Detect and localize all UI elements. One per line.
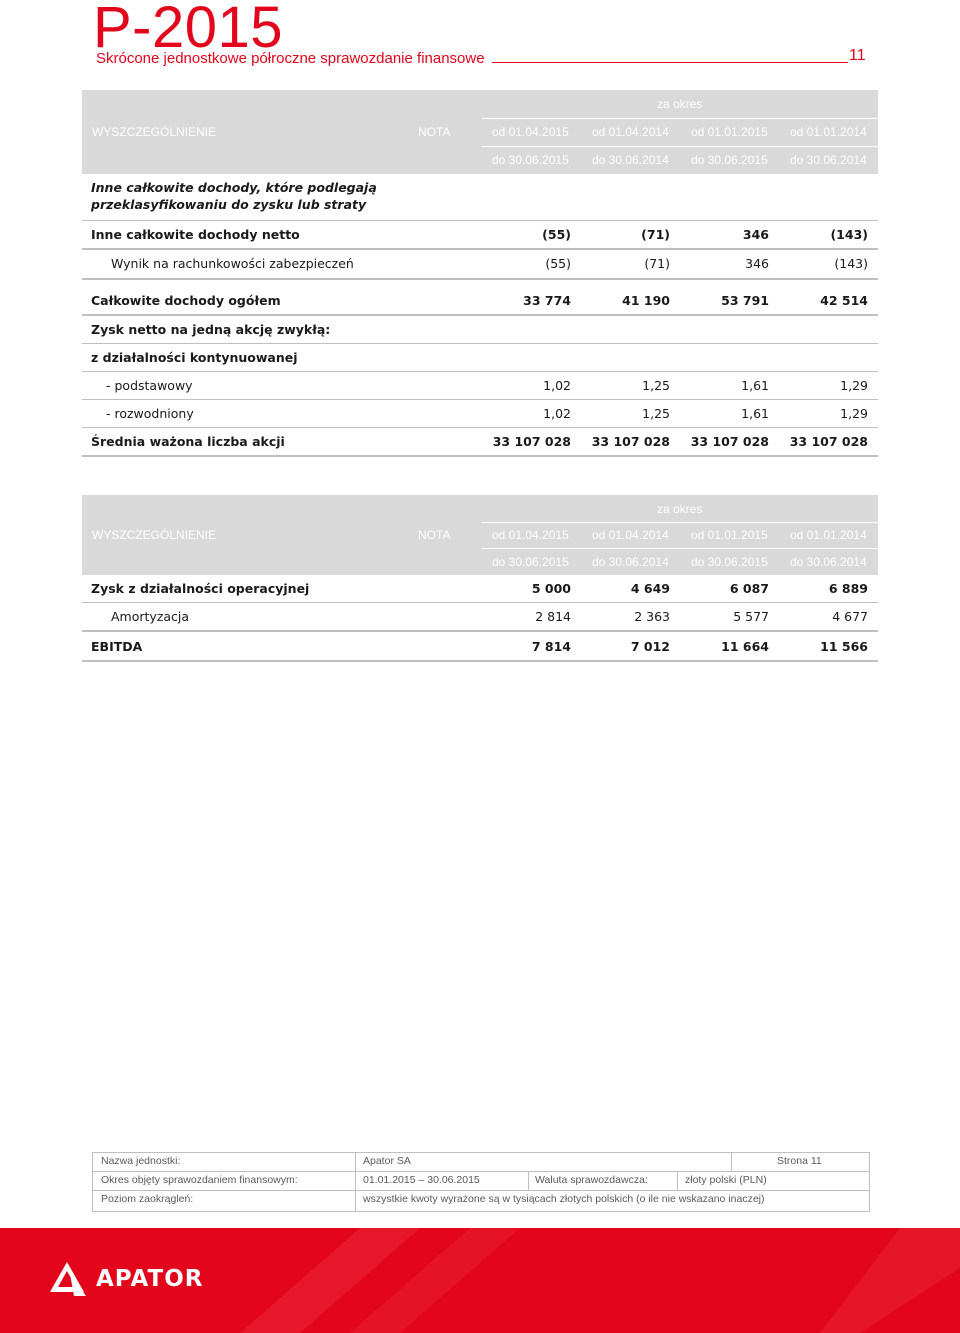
row-value: 11 566 bbox=[820, 639, 868, 654]
column-header-note: NOTA bbox=[418, 125, 451, 139]
period-from: od 01.04.2014 bbox=[592, 125, 669, 139]
table-row bbox=[82, 372, 878, 400]
row-label: EBITDA bbox=[91, 639, 143, 654]
table-row bbox=[82, 603, 878, 632]
row-value: 1,61 bbox=[741, 378, 769, 393]
currency-value: złoty polski (PLN) bbox=[685, 1174, 767, 1186]
table-header bbox=[82, 495, 878, 575]
row-value: (143) bbox=[830, 227, 868, 242]
column-header-note: NOTA bbox=[418, 528, 451, 542]
table-row bbox=[82, 575, 878, 603]
row-value: 11 664 bbox=[721, 639, 769, 654]
table-row bbox=[82, 400, 878, 428]
document-code: P-2015 bbox=[93, 0, 284, 60]
section-title: Inne całkowite dochody, które podlegają bbox=[91, 180, 377, 195]
row-value: 1,02 bbox=[543, 406, 571, 421]
table-row bbox=[82, 428, 878, 457]
table-row bbox=[82, 221, 878, 250]
row-value: 33 107 028 bbox=[492, 434, 571, 449]
row-value: 33 107 028 bbox=[591, 434, 670, 449]
row-value: 1,61 bbox=[741, 406, 769, 421]
row-value: 53 791 bbox=[721, 293, 769, 308]
page-label: Strona 11 bbox=[777, 1155, 822, 1167]
row-value: 2 363 bbox=[634, 609, 670, 624]
period-caption: za okres bbox=[657, 97, 703, 111]
row-value: 346 bbox=[745, 256, 769, 271]
period-caption: za okres bbox=[657, 502, 703, 516]
column-header-description: WYSZCZEGÓLNIENIE bbox=[92, 125, 217, 139]
row-label: Zysk z działalności operacyjnej bbox=[91, 581, 310, 596]
table-header bbox=[82, 90, 878, 174]
row-value: 1,25 bbox=[642, 406, 670, 421]
period-to: do 30.06.2015 bbox=[691, 555, 768, 569]
rounding-value: wszystkie kwoty wyrażone są w tysiącach złotych polskich (o ile nie wskazano inaczej) bbox=[363, 1193, 765, 1205]
row-value: 6 889 bbox=[828, 581, 868, 596]
row-value: 1,25 bbox=[642, 378, 670, 393]
apator-logo bbox=[50, 1262, 204, 1301]
entity-value: Apator SA bbox=[363, 1155, 411, 1167]
page-number: 11 bbox=[849, 47, 866, 64]
row-value: 4 649 bbox=[630, 581, 670, 596]
period-to: do 30.06.2015 bbox=[492, 153, 569, 167]
row-value: 1,02 bbox=[543, 378, 571, 393]
row-value: 6 087 bbox=[729, 581, 769, 596]
row-value: (71) bbox=[641, 227, 670, 242]
currency-label: Waluta sprawozdawcza: bbox=[535, 1174, 648, 1186]
apator-logo-icon bbox=[50, 1262, 90, 1296]
row-value: 4 677 bbox=[832, 609, 868, 624]
table-row bbox=[82, 344, 878, 372]
table-row bbox=[82, 288, 878, 316]
section-title-row bbox=[82, 174, 878, 221]
table-row bbox=[82, 316, 878, 344]
row-value: (143) bbox=[834, 256, 868, 271]
period-from: od 01.04.2015 bbox=[492, 528, 569, 542]
row-value: 2 814 bbox=[535, 609, 571, 624]
row-value: 1,29 bbox=[840, 378, 868, 393]
section-title: przeklasyfikowaniu do zysku lub straty bbox=[91, 197, 367, 212]
row-value: 33 107 028 bbox=[789, 434, 868, 449]
period-from: od 01.01.2014 bbox=[790, 125, 867, 139]
row-value: (55) bbox=[545, 256, 571, 271]
table-row bbox=[82, 633, 878, 662]
row-value: 42 514 bbox=[820, 293, 868, 308]
period-label: Okres objęty sprawozdaniem finansowym: bbox=[101, 1174, 298, 1186]
table-row bbox=[82, 250, 878, 280]
document-info-box bbox=[92, 1152, 870, 1212]
row-label: z działalności kontynuowanej bbox=[91, 350, 298, 365]
row-value: 7 012 bbox=[630, 639, 670, 654]
row-label: - rozwodniony bbox=[106, 406, 194, 421]
row-label: Wynik na rachunkowości zabezpieczeń bbox=[111, 256, 354, 271]
header-rule bbox=[492, 62, 848, 63]
period-to: do 30.06.2014 bbox=[790, 153, 867, 167]
row-value: 346 bbox=[742, 227, 769, 242]
period-to: do 30.06.2015 bbox=[492, 555, 569, 569]
row-value: 1,29 bbox=[840, 406, 868, 421]
row-value: (55) bbox=[542, 227, 571, 242]
row-value: (71) bbox=[644, 256, 670, 271]
period-value: 01.01.2015 – 30.06.2015 bbox=[363, 1174, 480, 1186]
entity-label: Nazwa jednostki: bbox=[101, 1155, 181, 1167]
row-value: 5 000 bbox=[531, 581, 571, 596]
row-label: Zysk netto na jedną akcję zwykłą: bbox=[91, 322, 331, 337]
period-to: do 30.06.2015 bbox=[691, 153, 768, 167]
period-to: do 30.06.2014 bbox=[592, 153, 669, 167]
row-value: 33 774 bbox=[523, 293, 571, 308]
period-to: do 30.06.2014 bbox=[790, 555, 867, 569]
row-label: - podstawowy bbox=[106, 378, 193, 393]
period-from: od 01.04.2015 bbox=[492, 125, 569, 139]
period-from: od 01.01.2015 bbox=[691, 125, 768, 139]
row-value: 41 190 bbox=[622, 293, 670, 308]
period-to: do 30.06.2014 bbox=[592, 555, 669, 569]
row-value: 7 814 bbox=[531, 639, 571, 654]
logo-wordmark: APATOR bbox=[96, 1266, 204, 1292]
row-label: Średnia ważona liczba akcji bbox=[91, 434, 285, 449]
row-label: Amortyzacja bbox=[111, 609, 190, 624]
period-from: od 01.04.2014 bbox=[592, 528, 669, 542]
rounding-label: Poziom zaokrągleń: bbox=[101, 1193, 194, 1205]
row-label: Inne całkowite dochody netto bbox=[91, 227, 300, 242]
row-value: 33 107 028 bbox=[690, 434, 769, 449]
document-subtitle: Skrócone jednostkowe półroczne sprawozdanie finansowe bbox=[96, 50, 485, 67]
row-value: 5 577 bbox=[733, 609, 769, 624]
period-from: od 01.01.2015 bbox=[691, 528, 768, 542]
column-header-description: WYSZCZEGÓLNIENIE bbox=[92, 528, 217, 542]
row-label: Całkowite dochody ogółem bbox=[91, 293, 281, 308]
period-from: od 01.01.2014 bbox=[790, 528, 867, 542]
